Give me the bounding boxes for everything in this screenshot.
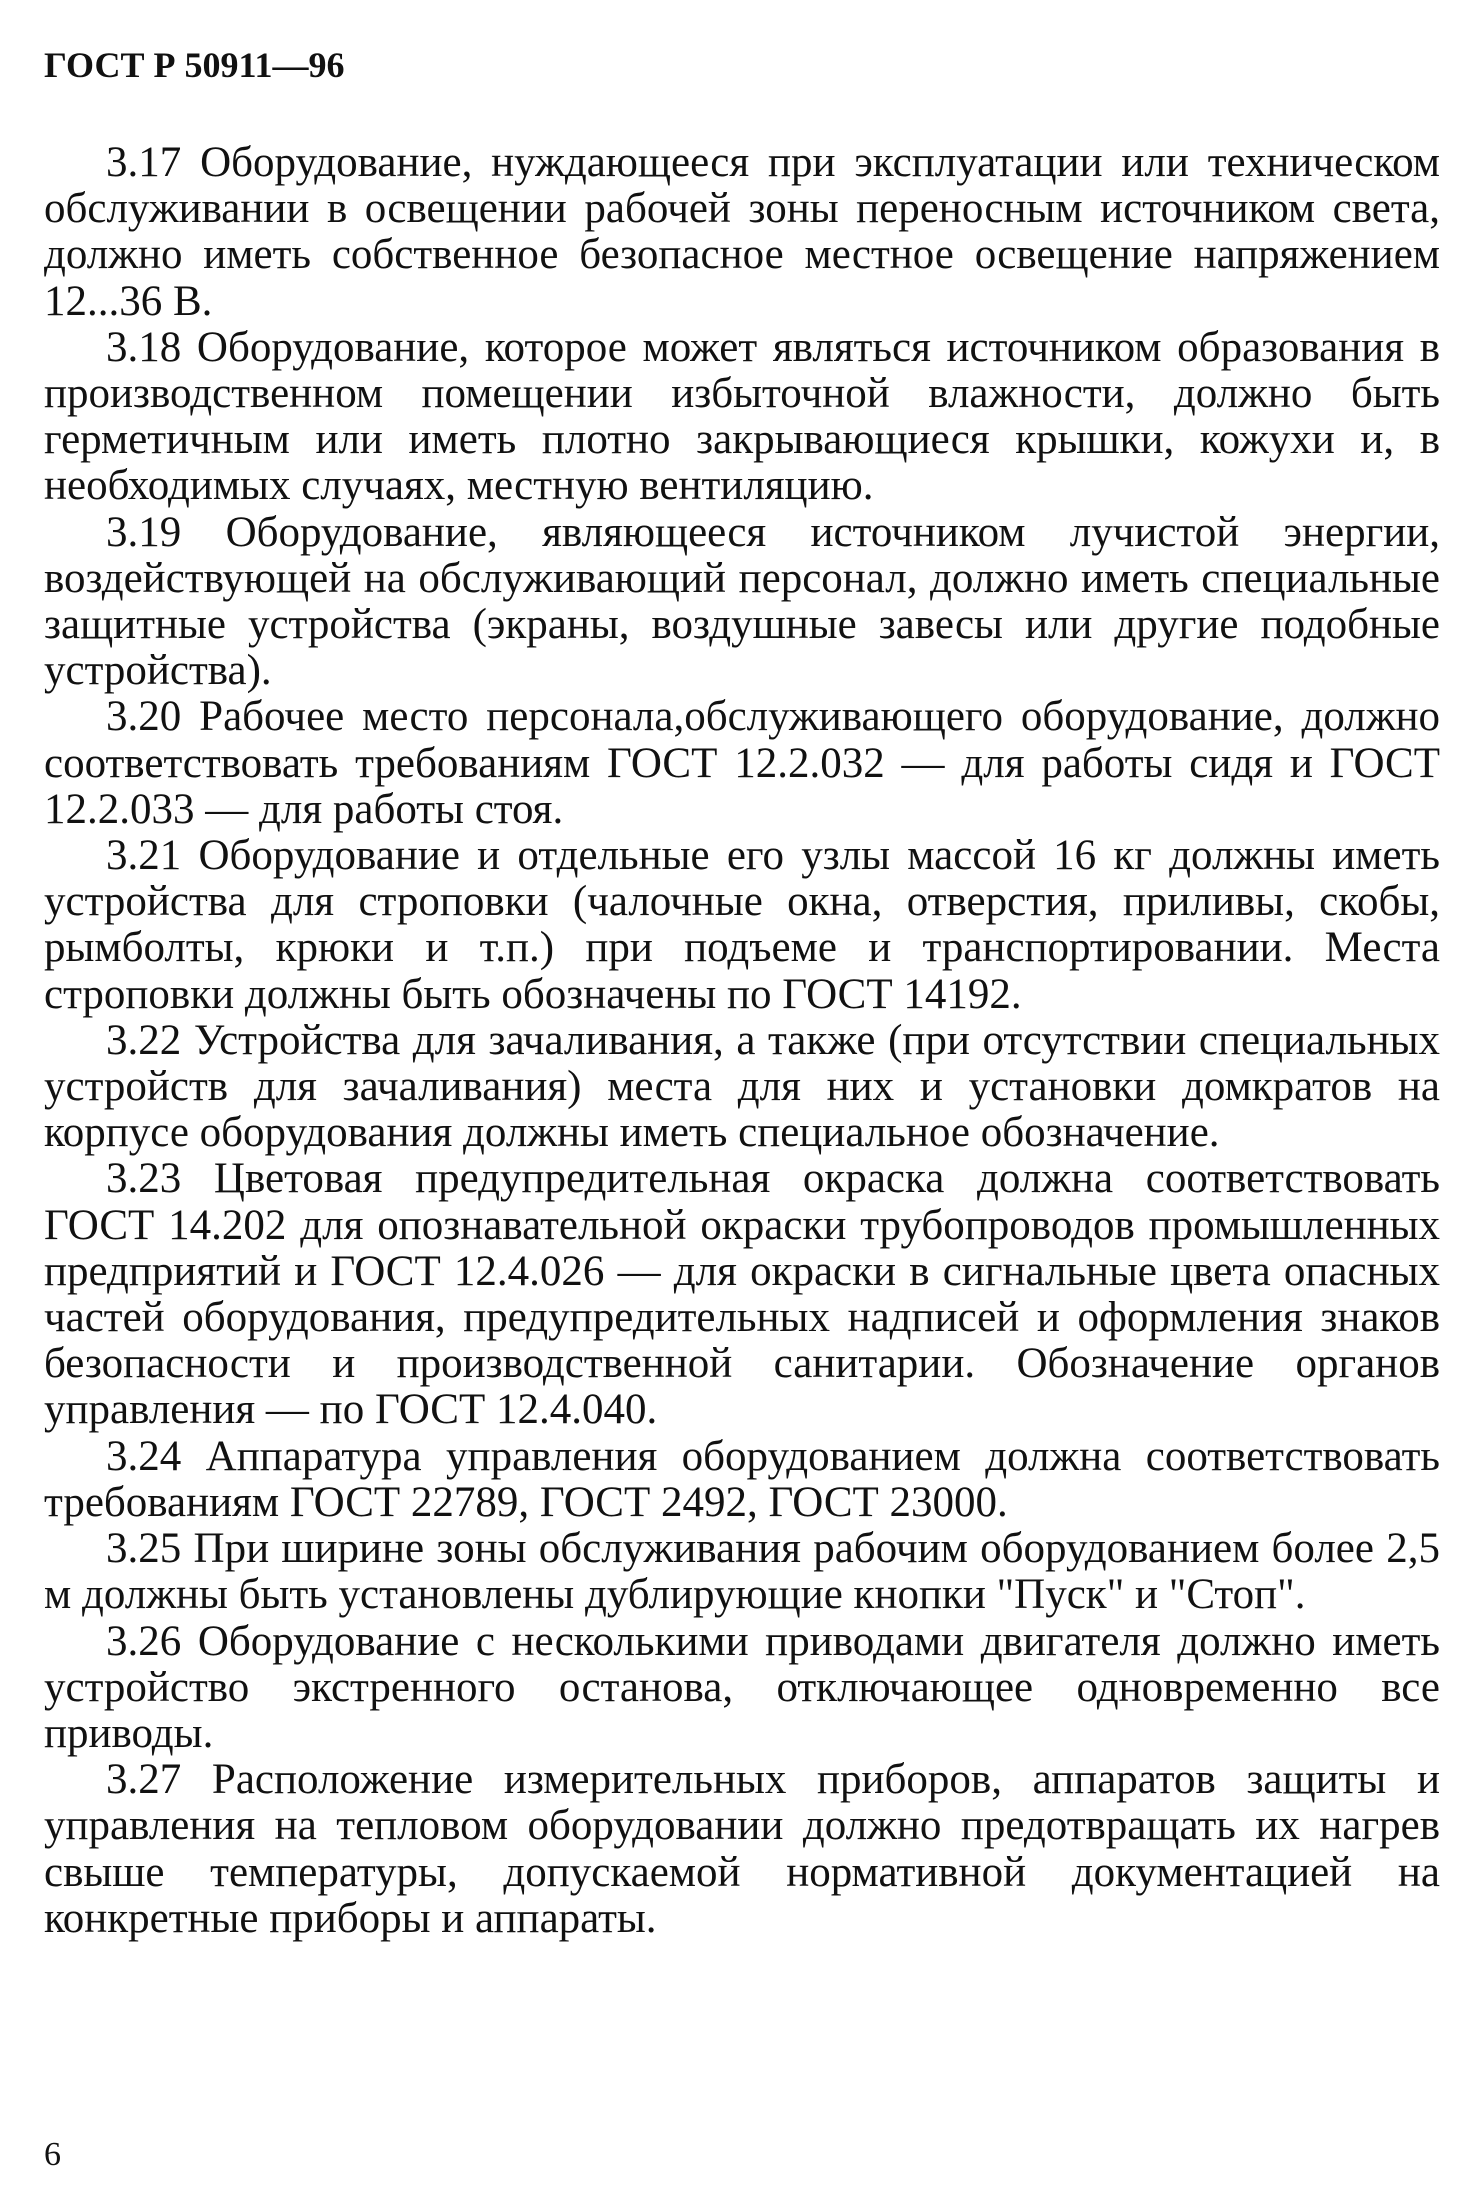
clause-3-26: 3.26 Оборудование с несколькими приводами двигателя должно иметь устройство экстренного останова, отключающее одновременно все приводы. bbox=[44, 1617, 1440, 1757]
page-number: 6 bbox=[44, 2136, 61, 2173]
clause-3-27: 3.27 Расположение измерительных приборов, аппаратов защиты и управления на тепловом оборудовании должно предотвращать их нагрев свыше температуры, допускаемой нормативной документацией на конкретные приборы и аппараты. bbox=[44, 1756, 1440, 1942]
clause-3-17: 3.17 Оборудование, нуждающееся при эксплуатации или техническом обслуживании в освещении рабочей зоны переносным источником света, должно иметь собственное безопасное местное освещение напряжением 12...36 В. bbox=[44, 139, 1440, 325]
clause-3-20: 3.20 Рабочее место персонала,обслуживающего оборудование, должно соответствовать требованиям ГОСТ 12.2.032 — для работы сидя и ГОСТ 12.2.033 — для работы стоя. bbox=[44, 693, 1440, 833]
clause-3-22: 3.22 Устройства для зачаливания, а также (при отсутствии специальных устройств для зачаливания) места для них и установки домкратов на корпусе оборудования должны иметь специальное обозначение. bbox=[44, 1016, 1440, 1157]
clause-3-21: 3.21 Оборудование и отдельные его узлы массой 16 кг должны иметь устройства для строповки (чалочные окна, отверстия, приливы, скобы, рымболты, крюки и т.п.) при подъеме и транспортировании. Места строповки должны быть обозначены по ГОСТ 14192. bbox=[44, 832, 1440, 1018]
document-header: ГОСТ Р 50911—96 bbox=[44, 45, 345, 85]
document-body bbox=[44, 140, 1440, 1942]
clause-3-25: 3.25 При ширине зоны обслуживания рабочим оборудованием более 2,5 м должны быть установлены дублирующие кнопки "Пуск" и "Стоп". bbox=[44, 1525, 1440, 1619]
clause-3-19: 3.19 Оборудование, являющееся источником лучистой энергии, воздействующей на обслуживающий персонал, должно иметь специальные защитные устройства (экраны, воздушные завесы или другие подобные устройства). bbox=[44, 508, 1440, 695]
clause-3-23: 3.23 Цветовая предупредительная окраска должна соответствовать ГОСТ 14.202 для опознавательной окраски трубопроводов промышленных предприятий и ГОСТ 12.4.026 — для окраски в сигнальные цвета опасных частей оборудования, предупредительных надписей и оформления знаков безопасности и производственной санитарии. Обозначение органов управления — по ГОСТ 12.4.040. bbox=[44, 1155, 1440, 1434]
clause-3-24: 3.24 Аппаратура управления оборудованием должна соответствовать требованиям ГОСТ 22789, ГОСТ 2492, ГОСТ 23000. bbox=[44, 1432, 1440, 1526]
clause-3-18: 3.18 Оборудование, которое может являться источником образования в производственном помещении избыточной влажности, должно быть герметичным или иметь плотно закрывающиеся крышки, кожухи и, в необходимых случаях, местную вентиляцию. bbox=[44, 323, 1440, 510]
